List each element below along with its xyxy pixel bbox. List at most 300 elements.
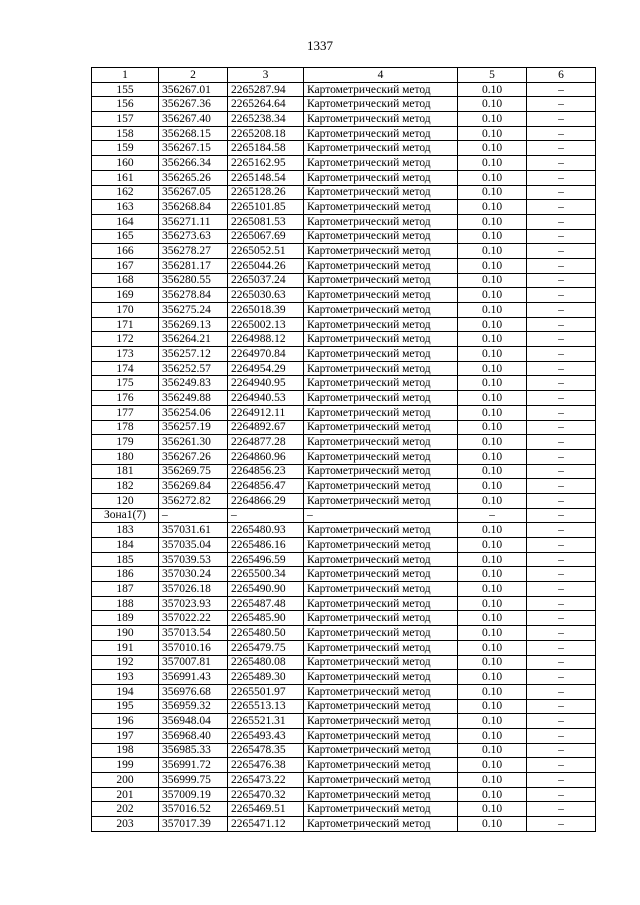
table-cell: 168 (92, 273, 159, 288)
table-cell: 2265018.39 (228, 303, 304, 318)
table-cell: 177 (92, 405, 159, 420)
table-cell: 0.10 (458, 684, 527, 699)
table-cell: 161 (92, 170, 159, 185)
table-cell: Картометрический метод (304, 391, 458, 406)
table-row (92, 141, 596, 156)
table-cell: – (527, 655, 596, 670)
table-cell: 2265208.18 (228, 126, 304, 141)
table-cell: 357013.54 (159, 626, 228, 641)
column-header: 2 (159, 68, 228, 83)
table-cell: 2265101.85 (228, 200, 304, 215)
table-cell: 2265476.38 (228, 758, 304, 773)
table-row (92, 273, 596, 288)
table-row (92, 82, 596, 97)
table-cell: 0.10 (458, 405, 527, 420)
table-cell: 357017.39 (159, 817, 228, 832)
table-cell: 2265471.12 (228, 817, 304, 832)
table-row (92, 405, 596, 420)
table-cell: 0.10 (458, 141, 527, 156)
table-cell: 356267.26 (159, 449, 228, 464)
table-cell: 0.10 (458, 332, 527, 347)
table-cell: – (458, 508, 527, 523)
table-cell: – (527, 405, 596, 420)
table-cell: Картометрический метод (304, 185, 458, 200)
table-cell: Картометрический метод (304, 420, 458, 435)
table-cell: Картометрический метод (304, 156, 458, 171)
table-row (92, 303, 596, 318)
table-cell: 2264940.95 (228, 376, 304, 391)
table-row (92, 552, 596, 567)
table-cell: 2264866.29 (228, 493, 304, 508)
table-cell: 2265493.43 (228, 728, 304, 743)
table-cell: 2265052.51 (228, 244, 304, 259)
table-cell: 179 (92, 435, 159, 450)
table-row (92, 288, 596, 303)
table-cell: 2264954.29 (228, 361, 304, 376)
table-cell: Картометрический метод (304, 376, 458, 391)
table-cell: – (527, 538, 596, 553)
table-cell: 2265044.26 (228, 258, 304, 273)
table-cell: – (527, 493, 596, 508)
table-row (92, 332, 596, 347)
table-cell: 0.10 (458, 743, 527, 758)
table-cell: – (527, 464, 596, 479)
table-cell: Картометрический метод (304, 538, 458, 553)
table-cell: 165 (92, 229, 159, 244)
table-cell: – (527, 728, 596, 743)
table-body (92, 82, 596, 831)
table-cell: Картометрический метод (304, 214, 458, 229)
table-row (92, 817, 596, 832)
table-cell: 188 (92, 596, 159, 611)
table-cell: 0.10 (458, 156, 527, 171)
table-cell: 357026.18 (159, 582, 228, 597)
table-cell: 357007.81 (159, 655, 228, 670)
table-row (92, 435, 596, 450)
table-row (92, 699, 596, 714)
table-cell: – (527, 802, 596, 817)
table-cell: 2264877.28 (228, 435, 304, 450)
table-cell: 0.10 (458, 567, 527, 582)
table-cell: 0.10 (458, 552, 527, 567)
table-cell: Картометрический метод (304, 97, 458, 112)
table-cell: 155 (92, 82, 159, 97)
table-cell: – (527, 684, 596, 699)
table-cell: 2265490.90 (228, 582, 304, 597)
table-cell: 175 (92, 376, 159, 391)
table-cell: 357039.53 (159, 552, 228, 567)
table-cell: 201 (92, 787, 159, 802)
table-cell: 0.10 (458, 802, 527, 817)
table-row (92, 200, 596, 215)
table-cell: 2265489.30 (228, 670, 304, 685)
table-cell: 356268.84 (159, 200, 228, 215)
table-cell: 357016.52 (159, 802, 228, 817)
table-cell: 157 (92, 112, 159, 127)
table-row (92, 773, 596, 788)
table-cell: Картометрический метод (304, 288, 458, 303)
table-cell: Картометрический метод (304, 405, 458, 420)
table-cell: 0.10 (458, 640, 527, 655)
table-cell: 185 (92, 552, 159, 567)
table-cell: – (527, 773, 596, 788)
table-cell: 0.10 (458, 347, 527, 362)
table-row (92, 464, 596, 479)
table-cell: 356249.88 (159, 391, 228, 406)
table-row (92, 567, 596, 582)
table-row (92, 185, 596, 200)
table-cell: – (527, 640, 596, 655)
table-row (92, 787, 596, 802)
table-cell: 356268.15 (159, 126, 228, 141)
table-cell: Картометрический метод (304, 758, 458, 773)
table-cell: Картометрический метод (304, 728, 458, 743)
table-cell: 193 (92, 670, 159, 685)
table-row (92, 347, 596, 362)
table-cell: – (527, 258, 596, 273)
table-cell: – (527, 332, 596, 347)
table-cell: Картометрический метод (304, 655, 458, 670)
table-row (92, 97, 596, 112)
table-cell: 0.10 (458, 817, 527, 832)
table-cell: Картометрический метод (304, 640, 458, 655)
table-row (92, 523, 596, 538)
table-cell: 203 (92, 817, 159, 832)
table-cell: 0.10 (458, 376, 527, 391)
table-cell: 202 (92, 802, 159, 817)
table-cell: – (527, 200, 596, 215)
table-cell: 0.10 (458, 611, 527, 626)
table-cell: 356280.55 (159, 273, 228, 288)
table-row (92, 684, 596, 699)
table-cell: Картометрический метод (304, 567, 458, 582)
table-cell: – (527, 229, 596, 244)
table-cell: 156 (92, 97, 159, 112)
table-row (92, 802, 596, 817)
table-cell: 0.10 (458, 258, 527, 273)
table-cell: 357031.61 (159, 523, 228, 538)
table-cell: 2265480.50 (228, 626, 304, 641)
table-row (92, 361, 596, 376)
table-cell: – (527, 288, 596, 303)
table-cell: 0.10 (458, 626, 527, 641)
table-cell: Картометрический метод (304, 112, 458, 127)
table-cell: Картометрический метод (304, 684, 458, 699)
table-row (92, 538, 596, 553)
table-cell: Картометрический метод (304, 787, 458, 802)
table-cell: Картометрический метод (304, 626, 458, 641)
table-cell: 0.10 (458, 214, 527, 229)
table-cell: – (527, 596, 596, 611)
table-row (92, 626, 596, 641)
table-cell: 356271.11 (159, 214, 228, 229)
table-cell: 357023.93 (159, 596, 228, 611)
table-cell: 356999.75 (159, 773, 228, 788)
table-cell: – (527, 156, 596, 171)
table-cell: 0.10 (458, 493, 527, 508)
table-cell: 2264860.96 (228, 449, 304, 464)
table-cell: 2265473.22 (228, 773, 304, 788)
table-row (92, 582, 596, 597)
table-cell: – (527, 82, 596, 97)
column-header: 4 (304, 68, 458, 83)
table-cell: 173 (92, 347, 159, 362)
table-cell: – (527, 787, 596, 802)
table-row (92, 508, 596, 523)
table-cell: Картометрический метод (304, 523, 458, 538)
table-row (92, 743, 596, 758)
table-cell: – (527, 141, 596, 156)
table-cell: 174 (92, 361, 159, 376)
table-cell: – (527, 420, 596, 435)
table-cell: 2265487.48 (228, 596, 304, 611)
table-cell: 2264912.11 (228, 405, 304, 420)
table-cell: Картометрический метод (304, 347, 458, 362)
table-cell: Зона1(7) (92, 508, 159, 523)
table-cell: Картометрический метод (304, 699, 458, 714)
table-cell: 2265496.59 (228, 552, 304, 567)
table-cell: Картометрический метод (304, 435, 458, 450)
table-cell: 2264856.47 (228, 479, 304, 494)
table-cell: 0.10 (458, 97, 527, 112)
table-cell: 196 (92, 714, 159, 729)
table-cell: 356275.24 (159, 303, 228, 318)
table-cell: Картометрический метод (304, 361, 458, 376)
table-cell: 0.10 (458, 464, 527, 479)
table-cell: – (527, 699, 596, 714)
table-cell: 2265480.08 (228, 655, 304, 670)
table-cell: 0.10 (458, 655, 527, 670)
table-cell: 176 (92, 391, 159, 406)
table-cell: 0.10 (458, 273, 527, 288)
table-cell: Картометрический метод (304, 479, 458, 494)
table-cell: 2265238.34 (228, 112, 304, 127)
table-cell: – (527, 817, 596, 832)
table-cell: 0.10 (458, 435, 527, 450)
table-cell: – (527, 582, 596, 597)
table-cell: Картометрический метод (304, 773, 458, 788)
table-row (92, 229, 596, 244)
table-cell: Картометрический метод (304, 714, 458, 729)
table-row (92, 244, 596, 259)
table-cell: 195 (92, 699, 159, 714)
table-cell: 356264.21 (159, 332, 228, 347)
table-cell: Картометрический метод (304, 817, 458, 832)
table-cell: 184 (92, 538, 159, 553)
table-cell: 356991.43 (159, 670, 228, 685)
table-cell: 190 (92, 626, 159, 641)
table-cell: – (527, 670, 596, 685)
table-cell: 162 (92, 185, 159, 200)
table-row (92, 670, 596, 685)
table-cell: 191 (92, 640, 159, 655)
table-cell: 357009.19 (159, 787, 228, 802)
table-cell: – (527, 214, 596, 229)
table-cell: – (228, 508, 304, 523)
table-cell: – (527, 303, 596, 318)
table-cell: 356959.32 (159, 699, 228, 714)
table-cell: 2265501.97 (228, 684, 304, 699)
table-cell: Картометрический метод (304, 141, 458, 156)
table-row (92, 449, 596, 464)
table-cell: – (527, 391, 596, 406)
table-cell: Картометрический метод (304, 493, 458, 508)
table-cell: 0.10 (458, 699, 527, 714)
table-row (92, 655, 596, 670)
table-cell: 2265081.53 (228, 214, 304, 229)
table-cell: 0.10 (458, 244, 527, 259)
table-cell: 356948.04 (159, 714, 228, 729)
table-row (92, 156, 596, 171)
table-cell: 356278.27 (159, 244, 228, 259)
table-cell: Картометрический метод (304, 244, 458, 259)
table-cell: 356267.40 (159, 112, 228, 127)
table-cell: – (527, 567, 596, 582)
table-cell: – (527, 376, 596, 391)
table-cell: – (527, 185, 596, 200)
table-cell: 0.10 (458, 538, 527, 553)
table-row (92, 214, 596, 229)
table-header-row (92, 68, 596, 83)
table-cell: Картометрический метод (304, 596, 458, 611)
table-cell: 2265037.24 (228, 273, 304, 288)
table-cell: 2264940.53 (228, 391, 304, 406)
table-cell: – (527, 626, 596, 641)
table-cell: 0.10 (458, 596, 527, 611)
table-row (92, 391, 596, 406)
table-row (92, 493, 596, 508)
table-cell: 0.10 (458, 391, 527, 406)
table-cell: 2265479.75 (228, 640, 304, 655)
table-cell: 356968.40 (159, 728, 228, 743)
table-row (92, 640, 596, 655)
table-cell: – (527, 112, 596, 127)
table-cell: – (527, 361, 596, 376)
table-cell: 0.10 (458, 229, 527, 244)
table-cell: – (527, 97, 596, 112)
table-cell: 171 (92, 317, 159, 332)
table-cell: 0.10 (458, 670, 527, 685)
table-row (92, 376, 596, 391)
table-cell: 178 (92, 420, 159, 435)
table-cell: 120 (92, 493, 159, 508)
table-cell: 0.10 (458, 449, 527, 464)
table-cell: 356269.75 (159, 464, 228, 479)
table-cell: 357030.24 (159, 567, 228, 582)
table-cell: – (527, 714, 596, 729)
table-cell: 2265148.54 (228, 170, 304, 185)
table-cell: 0.10 (458, 479, 527, 494)
table-cell: 356976.68 (159, 684, 228, 699)
table-cell: 158 (92, 126, 159, 141)
table-cell: 197 (92, 728, 159, 743)
table-cell: 2264856.23 (228, 464, 304, 479)
table-cell: 198 (92, 743, 159, 758)
table-cell: 356257.19 (159, 420, 228, 435)
table-cell: 2265067.69 (228, 229, 304, 244)
table-cell: – (527, 317, 596, 332)
table-cell: 0.10 (458, 773, 527, 788)
table-cell: 0.10 (458, 523, 527, 538)
table-cell: Картометрический метод (304, 82, 458, 97)
table-cell: Картометрический метод (304, 258, 458, 273)
table-cell: 357010.16 (159, 640, 228, 655)
table-cell: 182 (92, 479, 159, 494)
table-row (92, 258, 596, 273)
table-cell: 2265264.64 (228, 97, 304, 112)
table-row (92, 758, 596, 773)
table-cell: 2264892.67 (228, 420, 304, 435)
table-cell: 2265513.13 (228, 699, 304, 714)
table-cell: 0.10 (458, 787, 527, 802)
table-cell: – (527, 435, 596, 450)
table-cell: 189 (92, 611, 159, 626)
table-cell: 357035.04 (159, 538, 228, 553)
table-cell: 170 (92, 303, 159, 318)
table-row (92, 317, 596, 332)
table-cell: 356272.82 (159, 493, 228, 508)
table-cell: – (304, 508, 458, 523)
table-cell: 2265485.90 (228, 611, 304, 626)
table-cell: 356267.01 (159, 82, 228, 97)
table-cell: – (527, 273, 596, 288)
table-cell: 2265478.35 (228, 743, 304, 758)
table-cell: 356266.34 (159, 156, 228, 171)
table-cell: 356254.06 (159, 405, 228, 420)
table-cell: 2265521.31 (228, 714, 304, 729)
table-cell: – (527, 170, 596, 185)
table-cell: Картометрический метод (304, 670, 458, 685)
table-cell: 2265480.93 (228, 523, 304, 538)
table-cell: 0.10 (458, 185, 527, 200)
table-cell: 194 (92, 684, 159, 699)
table-cell: 159 (92, 141, 159, 156)
table-cell: Картометрический метод (304, 582, 458, 597)
column-header: 6 (527, 68, 596, 83)
table-cell: Картометрический метод (304, 273, 458, 288)
table-cell: 0.10 (458, 303, 527, 318)
table-cell: 2265162.95 (228, 156, 304, 171)
table-cell: 2265128.26 (228, 185, 304, 200)
table-cell: 356278.84 (159, 288, 228, 303)
table-cell: 0.10 (458, 728, 527, 743)
table-cell: 0.10 (458, 200, 527, 215)
table-cell: – (527, 347, 596, 362)
table-row (92, 170, 596, 185)
table-cell: 0.10 (458, 126, 527, 141)
table-cell: 0.10 (458, 288, 527, 303)
table-cell: 2265030.63 (228, 288, 304, 303)
table-cell: 2265184.58 (228, 141, 304, 156)
table-cell: 356985.33 (159, 743, 228, 758)
table-cell: 356273.63 (159, 229, 228, 244)
page-number: 1337 (307, 38, 333, 53)
table-cell: Картометрический метод (304, 170, 458, 185)
table-cell: 0.10 (458, 582, 527, 597)
table-cell: – (159, 508, 228, 523)
table-cell: 0.10 (458, 758, 527, 773)
table-row (92, 596, 596, 611)
table-cell: 2265287.94 (228, 82, 304, 97)
table-cell: 180 (92, 449, 159, 464)
table-cell: Картометрический метод (304, 303, 458, 318)
table-cell: Картометрический метод (304, 743, 458, 758)
table-cell: 2265469.51 (228, 802, 304, 817)
table-cell: 0.10 (458, 82, 527, 97)
table-cell: Картометрический метод (304, 464, 458, 479)
table-cell: 356265.26 (159, 170, 228, 185)
table-cell: 357022.22 (159, 611, 228, 626)
